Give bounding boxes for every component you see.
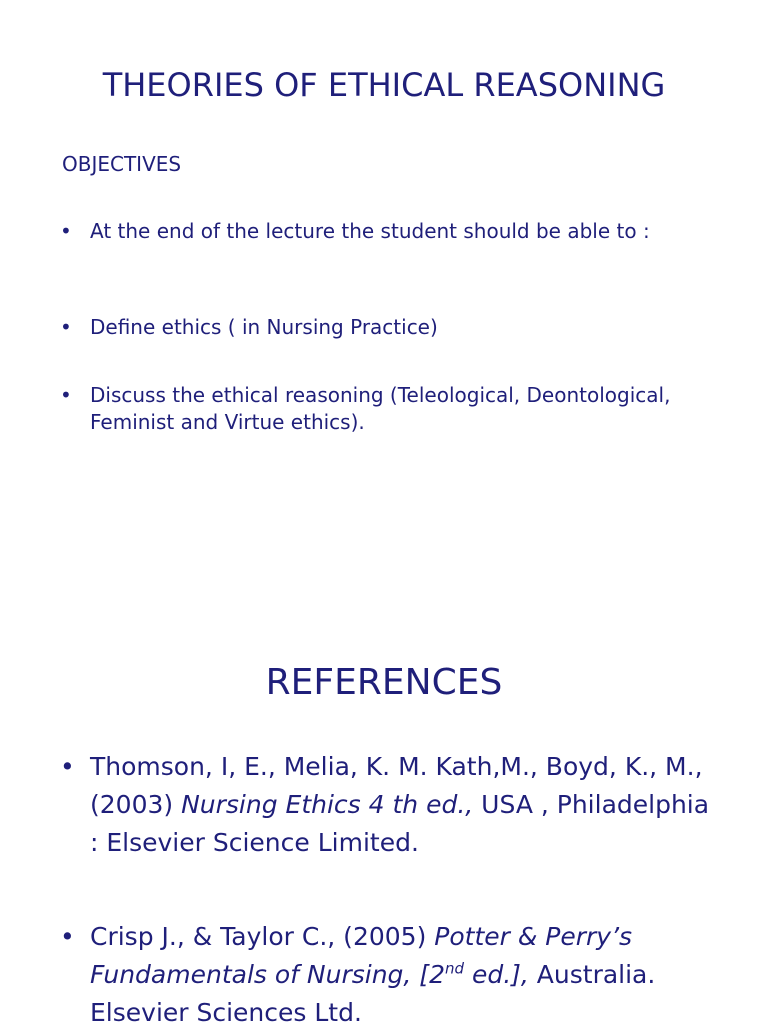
- slide-title: REFERENCES: [265, 662, 503, 703]
- list-item: [60, 314, 720, 341]
- slide-title: THEORIES OF ETHICAL REASONING: [102, 66, 666, 104]
- bullet-icon: •: [60, 315, 72, 339]
- list-item: [60, 748, 720, 862]
- edition-superscript: nd: [444, 959, 464, 978]
- list-item: [60, 382, 720, 436]
- objective-text: Discuss the ethical reasoning (Teleological, Deontological, Feminist and Virtue ethics).: [90, 383, 671, 434]
- objective-text: At the end of the lecture the student should be able to :: [90, 219, 650, 243]
- objectives-heading: OBJECTIVES: [62, 152, 182, 176]
- list-item: [60, 918, 720, 1024]
- reference-authors: Thomson, I, E., Melia, K. M. Kath,M., Boyd, K., M., (2003): [90, 752, 703, 819]
- bullet-icon: •: [60, 219, 72, 243]
- list-item: [60, 218, 720, 245]
- bullet-icon: •: [60, 752, 75, 781]
- reference-publisher: Australia. Elsevier Sciences Ltd.: [90, 960, 656, 1024]
- reference-book-title-part: ed.],: [464, 960, 529, 989]
- reference-publisher: USA , Philadelphia : Elsevier Science Limited.: [90, 790, 710, 857]
- slide-references: [0, 560, 768, 1024]
- reference-book-title-part: Potter & Perry’s Fundamentals of Nursing, [2: [90, 922, 633, 989]
- bullet-icon: •: [60, 922, 75, 951]
- reference-book-title: Nursing Ethics 4 th ed.,: [181, 790, 474, 819]
- bullet-icon: •: [60, 383, 72, 407]
- reference-authors: Crisp J., & Taylor C., (2005): [90, 922, 435, 951]
- objective-text: Define ethics ( in Nursing Practice): [90, 315, 438, 339]
